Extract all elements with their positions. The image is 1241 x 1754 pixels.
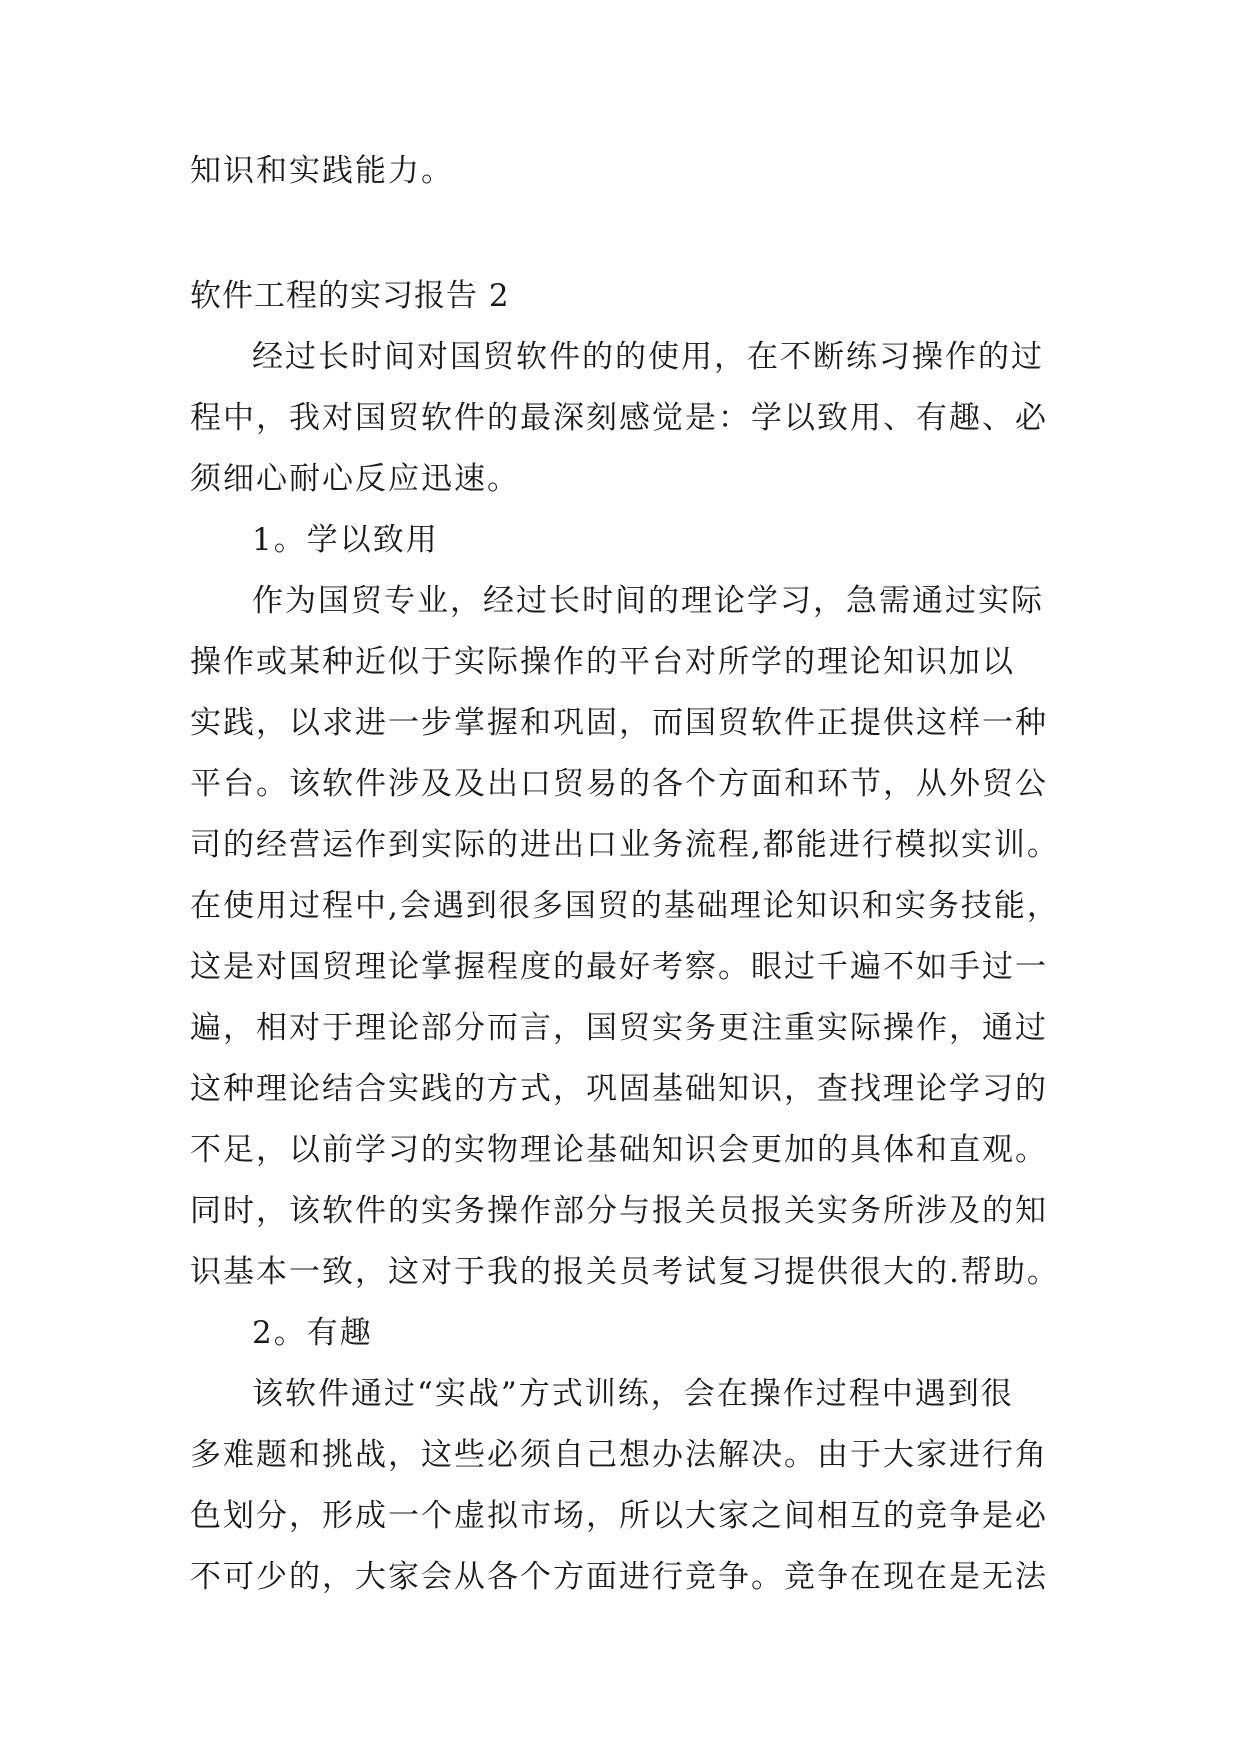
paragraph-line: 该软件通过“实战”方式训练，会在操作过程中遇到很 xyxy=(252,1376,1014,1412)
paragraph-line: 色划分，形成一个虚拟市场，所以大家之间相互的竞争是必 xyxy=(190,1498,1048,1534)
section-heading: 软件工程的实习报告 2 xyxy=(190,278,510,314)
paragraph-line: 程中，我对国贸软件的最深刻感觉是：学以致用、有趣、必 xyxy=(190,400,1048,436)
paragraph-line: 实践，以求进一步掌握和巩固，而国贸软件正提供这样一种 xyxy=(190,705,1048,741)
paragraph-line: 这种理论结合实践的方式，巩固基础知识，查找理论学习的 xyxy=(190,1071,1048,1107)
paragraph-line: 在使用过程中,会遇到很多国贸的基础理论知识和实务技能， xyxy=(190,888,1060,924)
paragraph-line: 操作或某种近似于实际操作的平台对所学的理论知识加以 xyxy=(190,644,1015,680)
paragraph-line: 同时，该软件的实务操作部分与报关员报关实务所涉及的知 xyxy=(190,1193,1048,1229)
paragraph-line: 这是对国贸理论掌握程度的最好考察。眼过千遍不如手过一 xyxy=(190,949,1048,985)
subheading: 1。学以致用 xyxy=(252,522,439,558)
paragraph-line: 不足，以前学习的实物理论基础知识会更加的具体和直观。 xyxy=(190,1132,1048,1168)
paragraph-line: 经过长时间对国贸软件的的使用，在不断练习操作的过 xyxy=(252,339,1044,375)
subheading: 2。有趣 xyxy=(252,1315,373,1351)
paragraph-line: 作为国贸专业，经过长时间的理论学习，急需通过实际 xyxy=(252,583,1044,619)
paragraph-line: 平台。该软件涉及及出口贸易的各个方面和环节，从外贸公 xyxy=(190,766,1048,802)
paragraph-line: 识基本一致，这对于我的报关员考试复习提供很大的.帮助。 xyxy=(190,1254,1060,1290)
paragraph-line: 须细心耐心反应迅速。 xyxy=(190,461,520,497)
paragraph-line: 司的经营运作到实际的进出口业务流程,都能进行模拟实训。 xyxy=(190,827,1060,863)
paragraph-line: 不可少的，大家会从各个方面进行竞争。竞争在现在是无法 xyxy=(190,1559,1048,1595)
paragraph-line: 遍，相对于理论部分而言，国贸实务更注重实际操作，通过 xyxy=(190,1010,1048,1046)
paragraph-line: 多难题和挑战，这些必须自己想办法解决。由于大家进行角 xyxy=(190,1437,1048,1473)
paragraph-line: 知识和实践能力。 xyxy=(190,153,454,189)
